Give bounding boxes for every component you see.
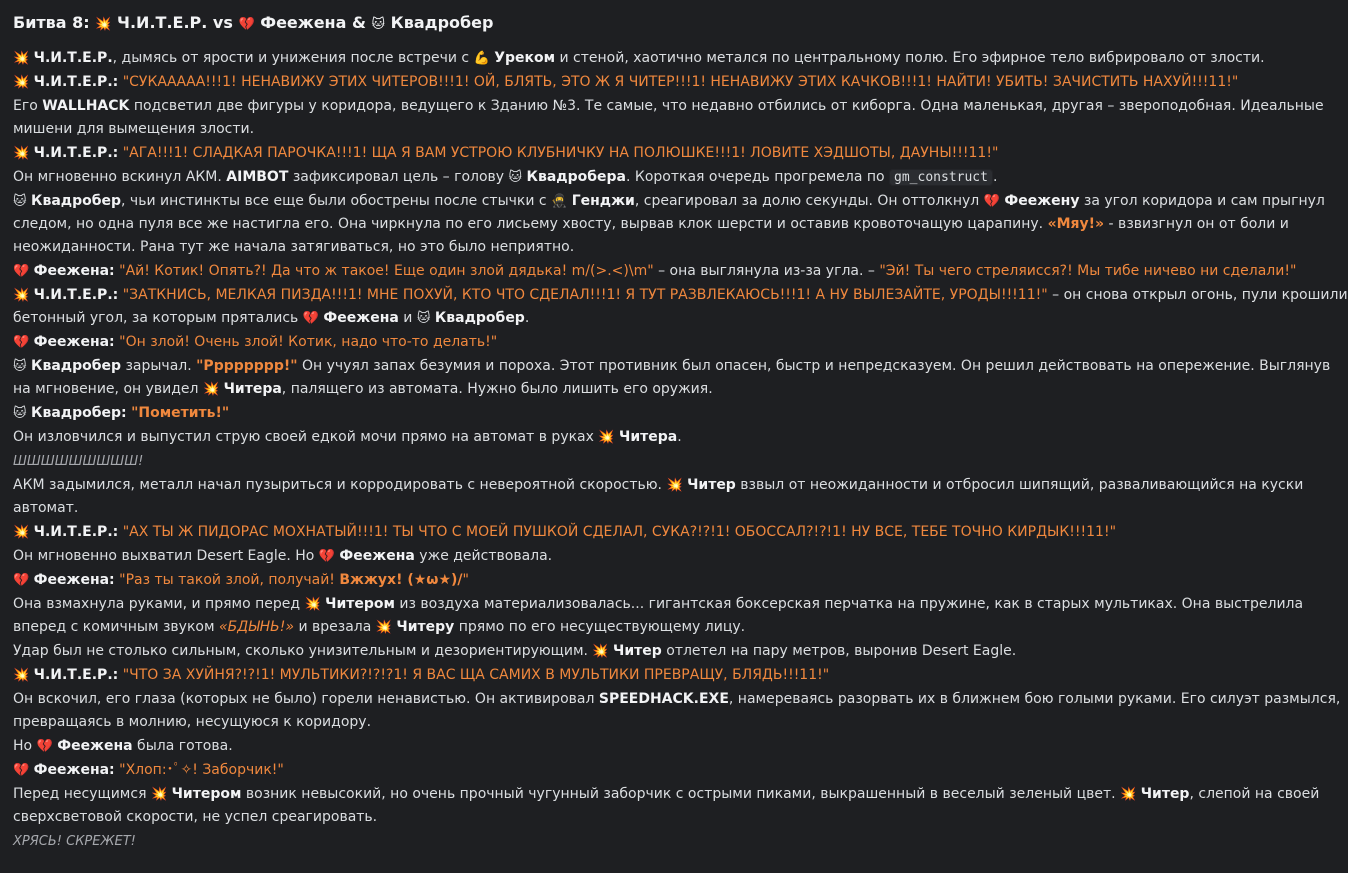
title-prefix: Битва 8: xyxy=(13,13,90,32)
narration: Он мгновенно выхватил Desert Eagle. Но xyxy=(13,548,315,564)
narration: бетонный угол, за которым прятались xyxy=(13,310,299,326)
dialogue-quote: "Хлоп:･ﾟ✧! Заборчик!" xyxy=(119,762,284,778)
title-feezhena: Феежена & xyxy=(260,13,366,32)
title-kvadrober: Квадробер xyxy=(390,13,494,32)
narration: . xyxy=(524,310,530,326)
sound-word: «БДЫНЬ!» xyxy=(218,619,295,635)
narration: Он учуял запах безумия и пороха. Этот противник был опасен, быстр и непредсказуем. Он решил действовать на опережение. Выглянув xyxy=(297,358,1331,374)
message-content xyxy=(13,0,1348,853)
exclamation: «Мяу!» xyxy=(1047,216,1105,232)
narration: из воздуха материализовалась... гигантская боксерская перчатка на пружине, как в старых мультиках. Она выстрелила xyxy=(394,596,1304,612)
dialogue-quote: " xyxy=(462,572,469,588)
character-name: Читера xyxy=(619,429,678,445)
broken-heart-icon: 💔 xyxy=(983,194,1000,209)
narration: . Короткая очередь прогремела по xyxy=(625,169,890,185)
character-name: Феежена xyxy=(323,310,399,326)
paragraph xyxy=(13,166,1225,189)
narration: – он снова открыл огонь, пули крошили xyxy=(1047,287,1348,303)
title-cheater: Ч.И.Т.Е.Р. vs xyxy=(117,13,233,32)
dialogue-line xyxy=(13,331,1225,354)
narration: и стеной, хаотично метался по центральному полю. Его эфирное тело вибрировало от злости. xyxy=(555,50,1265,66)
narration: , палящего из автомата. Нужно было лишить его оружия. xyxy=(281,381,713,397)
broken-heart-icon: 💔 xyxy=(13,335,30,350)
keyword: SPEEDHACK.EXE xyxy=(598,691,729,707)
explosion-icon: 💥 xyxy=(304,597,321,612)
sound-effect xyxy=(13,450,1225,473)
character-name: Читера xyxy=(223,381,282,397)
speaker-name: Ч.И.Т.Е.Р.: xyxy=(33,667,119,683)
paragraph xyxy=(13,95,1324,118)
speaker-name: Ч.И.Т.Е.Р.: xyxy=(33,74,119,90)
narration: возник невысокий, но очень прочный чугунный заборчик с острыми пиками, выкрашенный в веселый зеленый цвет. xyxy=(241,786,1116,802)
dialogue-line xyxy=(13,664,1225,687)
speaker-name: Феежена: xyxy=(33,263,115,279)
dialogue-quote: "Он злой! Очень злой! Котик, надо что-то делать!" xyxy=(119,334,498,350)
ninja-icon: 🥷 xyxy=(551,194,568,209)
character-name: Феежена xyxy=(57,738,133,754)
paragraph xyxy=(13,545,1225,568)
character-name: Читером xyxy=(171,786,242,802)
broken-heart-icon: 💔 xyxy=(318,549,335,564)
dialogue-quote: "Ай! Котик! Опять?! Да что ж такое! Еще один злой дядька! m/(>.<)\m" xyxy=(119,263,654,279)
narration: - взвизгнул он от боли и xyxy=(1104,216,1289,232)
character-name: Квадробер xyxy=(434,310,525,326)
narration: Она взмахнула руками, и прямо перед xyxy=(13,596,301,612)
character-name: Читер xyxy=(613,643,662,659)
narration: на мгновение, он увидел xyxy=(13,381,199,397)
character-name: Квадробер xyxy=(31,193,122,209)
narration: Перед несущимся xyxy=(13,786,147,802)
paragraph xyxy=(13,783,1320,806)
narration: уже действовала. xyxy=(414,548,553,564)
explosion-icon: 💥 xyxy=(13,51,30,66)
cat-face-icon: 🐱 xyxy=(508,170,523,185)
narration: прямо по его несуществующему лицу. xyxy=(454,619,746,635)
narration: и xyxy=(398,310,413,326)
paragraph-continuation xyxy=(13,118,1225,141)
speaker-name: Феежена: xyxy=(33,334,115,350)
cat-face-icon: 🐱 xyxy=(13,359,27,374)
dialogue-line xyxy=(13,569,1225,592)
character-name: Ч.И.Т.Е.Р. xyxy=(33,50,113,66)
narration: отлетел на пару метров, выронив Desert Eagle. xyxy=(661,643,1017,659)
speaker-name: Ч.И.Т.Е.Р.: xyxy=(33,287,119,303)
broken-heart-icon: 💔 xyxy=(302,311,319,326)
narration: автомат. xyxy=(13,500,79,516)
keyword: WALLHACK xyxy=(42,98,130,114)
character-name: Уреком xyxy=(494,50,556,66)
character-name: Квадробер xyxy=(31,358,122,374)
dialogue-line xyxy=(13,521,1225,544)
narration: Удар был не столько сильным, сколько унизительным и дезориентирующим. xyxy=(13,643,588,659)
paragraph xyxy=(13,47,1265,70)
paragraph-continuation xyxy=(13,213,1289,236)
narration: превращаясь в молнию, несущуюся к коридору. xyxy=(13,714,372,730)
narration: и врезала xyxy=(294,619,372,635)
paragraph xyxy=(13,593,1304,616)
dialogue-quote: "ЗАТКНИСЬ, МЕЛКАЯ ПИЗДА!!!1! МНЕ ПОХУЙ, КТО ЧТО СДЕЛАЛ!!!1! Я ТУТ РАЗВЛЕКАЮСЬ!!!1! А НУ ВЫЛЕЗАЙТЕ, УРОДЫ!!!11!" xyxy=(122,287,1048,303)
paragraph xyxy=(13,474,1304,497)
paragraph xyxy=(13,688,1341,711)
explosion-icon: 💥 xyxy=(666,478,683,493)
paragraph xyxy=(13,426,1225,449)
cat-face-icon: 🐱 xyxy=(13,406,27,421)
narration: сверхсветовой скорости, не успел среагировать. xyxy=(13,809,378,825)
broken-heart-icon: 💔 xyxy=(36,739,53,754)
flexed-biceps-icon: 💪 xyxy=(473,51,490,66)
sound-effect xyxy=(13,830,1225,853)
dialogue-quote: "АХ ТЫ Ж ПИДОРАС МОХНАТЫЙ!!!1! ТЫ ЧТО С МОЕЙ ПУШКОЙ СДЕЛАЛ, СУКА?!?!1! ОБОССАЛ?!?!1! НУ ВСЕ, ТЕБЕ ТОЧНО КИРДЫК!!!11!" xyxy=(122,524,1117,540)
speaker-name: Феежена: xyxy=(33,762,115,778)
character-name: Генджи xyxy=(571,193,635,209)
character-name: Читер xyxy=(687,477,736,493)
exclamation: "Рррррррр!" xyxy=(196,358,298,374)
narration: подсветил две фигуры у коридора, ведущего к Зданию №3. Те самые, что недавно отбились от киборга. Одна маленькая, другая – звероподобная. Идеальные xyxy=(129,98,1324,114)
narration: Он вскочил, его глаза (которых не было) горели ненавистью. Он активировал xyxy=(13,691,599,707)
explosion-icon: 💥 xyxy=(592,644,609,659)
speaker-name: Ч.И.Т.Е.Р.: xyxy=(33,145,119,161)
narration: – она выглянула из-за угла. – xyxy=(653,263,880,279)
dialogue-line xyxy=(13,284,1348,307)
character-name: Читеру xyxy=(396,619,455,635)
speaker-name: Ч.И.Т.Е.Р.: xyxy=(33,524,119,540)
battle-title xyxy=(13,0,1225,46)
paragraph-continuation xyxy=(13,497,1225,520)
speaker-name: Феежена: xyxy=(33,572,115,588)
narration: Но xyxy=(13,738,33,754)
character-name: Читером xyxy=(325,596,395,612)
explosion-icon: 💥 xyxy=(95,17,112,32)
sound-text: ХРЯСЬ! СКРЕЖЕТ! xyxy=(13,834,136,849)
dialogue-line xyxy=(13,71,1239,94)
paragraph xyxy=(13,640,1225,663)
narration: , дымясь от ярости и унижения после встречи с xyxy=(112,50,470,66)
speaker-name: Квадробер: xyxy=(31,405,127,421)
paragraph-continuation xyxy=(13,378,1225,401)
character-name: Читер xyxy=(1140,786,1190,802)
narration: неожиданности. Рана тут же начала затягиваться, но это было неприятно. xyxy=(13,239,575,255)
dialogue-quote: "ЧТО ЗА ХУЙНЯ?!?!1! МУЛЬТИКИ?!?!?1! Я ВАС ЩА САМИХ В МУЛЬТИКИ ПРЕВРАЩУ, БЛЯДЬ!!!11!" xyxy=(122,667,830,683)
paragraph-continuation xyxy=(13,236,1225,259)
narration: АКМ задымился, металл начал пузыриться и корродировать с невероятной скоростью. xyxy=(13,477,662,493)
dialogue-quote: "Пометить!" xyxy=(131,405,230,421)
paragraph xyxy=(13,190,1325,213)
explosion-icon: 💥 xyxy=(13,668,30,683)
narration: , намереваясь разорвать их в ближнем бою голыми руками. Его силуэт размылся, xyxy=(728,691,1341,707)
character-name: Феежена xyxy=(339,548,415,564)
keyword: AIMBOT xyxy=(226,169,289,185)
narration: зафиксировал цель – голову xyxy=(288,169,505,185)
exclamation: Вжжух! (★ω★)/ xyxy=(339,572,463,588)
dialogue-quote: "Раз ты такой злой, получай! xyxy=(119,572,340,588)
character-name: Квадробера xyxy=(526,169,626,185)
explosion-icon: 💥 xyxy=(13,288,30,303)
sound-text: ШШШШШШШШШ! xyxy=(13,454,144,469)
dialogue-quote: "СУКААААА!!!1! НЕНАВИЖУ ЭТИХ ЧИТЕРОВ!!!1! ОЙ, БЛЯТЬ, ЭТО Ж Я ЧИТЕР!!!1! НЕНАВИЖУ ЭТИХ КАЧКОВ!!!1! НАЙТИ! УБИТЬ! ЗАЧИСТИТЬ НАХУЙ!!!11!" xyxy=(122,74,1239,90)
dialogue-line xyxy=(13,402,1225,425)
narration: Он мгновенно вскинул АКМ. xyxy=(13,169,227,185)
explosion-icon: 💥 xyxy=(598,430,615,445)
paragraph-continuation xyxy=(13,711,1225,734)
narration: . xyxy=(677,429,682,445)
explosion-icon: 💥 xyxy=(375,620,392,635)
character-name: Феежену xyxy=(1004,193,1080,209)
explosion-icon: 💥 xyxy=(150,787,168,802)
narration: Он изловчился и выпустил струю своей едкой мочи прямо на автомат в руках xyxy=(13,429,594,445)
narration: за угол коридора и сам прыгнул xyxy=(1079,193,1325,209)
broken-heart-icon: 💔 xyxy=(238,17,255,32)
explosion-icon: 💥 xyxy=(13,525,30,540)
dialogue-line xyxy=(13,142,1225,165)
narration: . xyxy=(992,169,998,185)
paragraph-continuation xyxy=(13,806,1225,829)
inline-code: gm_construct xyxy=(889,169,993,186)
dialogue-quote: "Эй! Ты чего стреляисся?! Мы тибе ничево ни сделали!" xyxy=(879,263,1297,279)
dialogue-line xyxy=(13,260,1297,283)
narration: мишени для вымещения злости. xyxy=(13,121,255,137)
paragraph-continuation xyxy=(13,616,1225,639)
narration: , среагировал за долю секунды. Он оттолкнул xyxy=(634,193,980,209)
broken-heart-icon: 💔 xyxy=(13,763,30,778)
narration: зарычал. xyxy=(121,358,197,374)
explosion-icon: 💥 xyxy=(1120,787,1137,802)
narration: была готова. xyxy=(132,738,233,754)
narration: вперед с комичным звуком xyxy=(13,619,219,635)
narration: следом, но одна пуля все же настигла его. Она чиркнула по его лисьему хвосту, вырвав клок шерсти и оставив кровоточащую царапину. xyxy=(13,216,1048,232)
dialogue-quote: "АГА!!!1! СЛАДКАЯ ПАРОЧКА!!!1! ЩА Я ВАМ УСТРОЮ КЛУБНИЧКУ НА ПОЛЮШКЕ!!!1! ЛОВИТЕ ХЭДШОТЫ, ДАУНЫ!!!11!" xyxy=(122,145,999,161)
explosion-icon: 💥 xyxy=(13,75,30,90)
cat-face-icon: 🐱 xyxy=(13,194,27,209)
explosion-icon: 💥 xyxy=(13,146,30,161)
explosion-icon: 💥 xyxy=(202,382,220,397)
paragraph xyxy=(13,355,1331,378)
cat-face-icon: 🐱 xyxy=(371,17,386,32)
paragraph xyxy=(13,735,1225,758)
narration: взвыл от неожиданности и отбросил шипящий, разваливающийся на куски xyxy=(735,477,1304,493)
cat-face-icon: 🐱 xyxy=(416,311,431,326)
narration: Его xyxy=(13,98,43,114)
dialogue-line xyxy=(13,759,1225,782)
paragraph-continuation xyxy=(13,307,1225,330)
broken-heart-icon: 💔 xyxy=(13,573,30,588)
narration: , чьи инстинкты все еще были обострены после стычки с xyxy=(121,193,547,209)
broken-heart-icon: 💔 xyxy=(13,264,30,279)
narration: , слепой на своей xyxy=(1189,786,1320,802)
